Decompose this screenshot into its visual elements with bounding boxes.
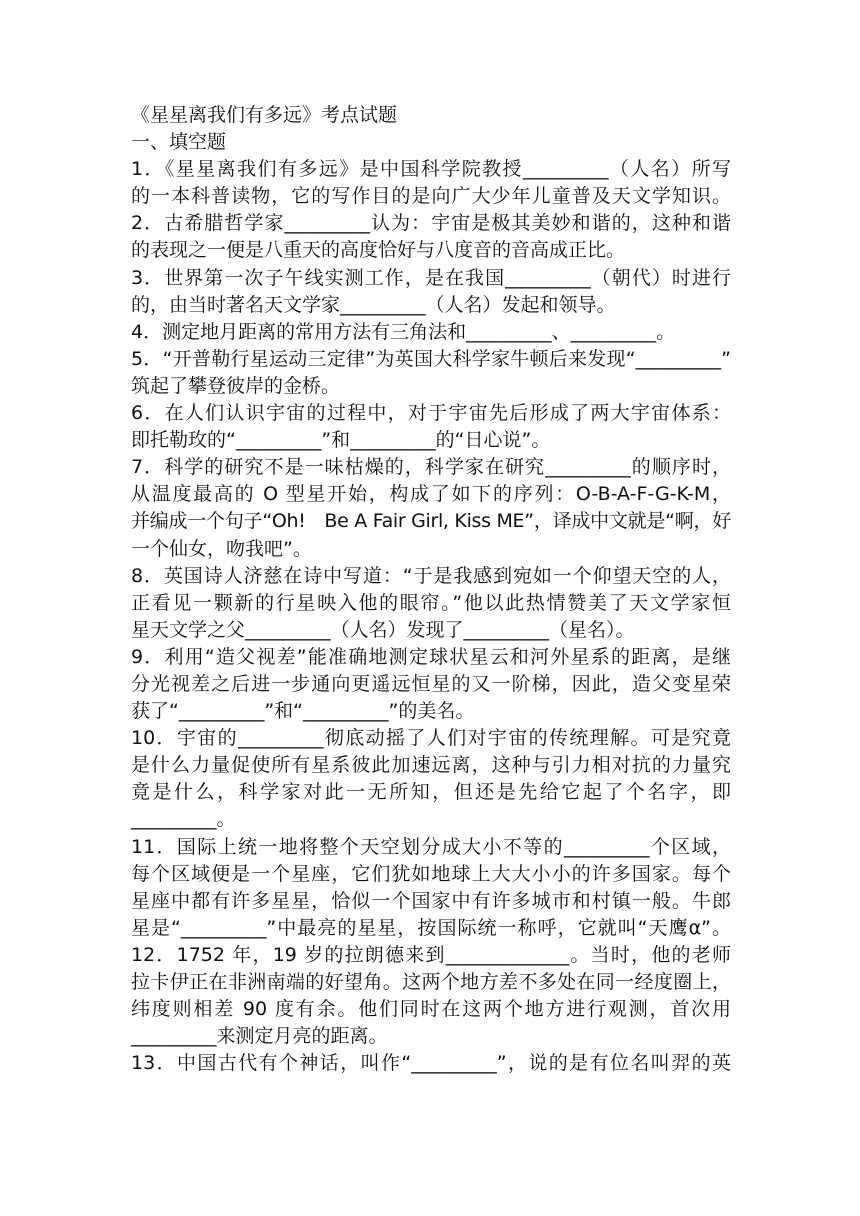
text-line: 并编成一个句子“Oh! Be A Fair Girl, Kiss ME”，译成中文就是“啊，好 <box>131 510 731 533</box>
text-line: 11．国际上统一地将整个天空划分成大小不等的_________个区域， <box>131 835 731 858</box>
text-line: 的表现之一便是八重天的高度恰好与八度音的音高成正比。 <box>131 239 626 262</box>
text-line: 8．英国诗人济慈在诗中写道：“于是我感到宛如一个仰望天空的人， <box>131 564 731 587</box>
text-line: 从温度最高的 O 型星开始，构成了如下的序列：O-B-A-F-G-K-M， <box>131 483 731 506</box>
text-line: 12．1752 年，19 岁的拉朗德来到_____________。当时，他的老师 <box>131 943 731 966</box>
text-line: 5．“开普勒行星运动三定律”为英国大科学家牛顿后来发现“_________” <box>131 347 731 370</box>
text-line: 的一本科普读物，它的写作目的是向广大少年儿童普及天文学知识。 <box>131 185 731 208</box>
text-line: 每个区域便是一个星座，它们犹如地球上大大小小的许多国家。每个 <box>131 862 731 885</box>
text-line: _________来测定月亮的距离。 <box>131 1025 388 1048</box>
document-page <box>131 102 731 1077</box>
text-line: 星座中都有许多星星，恰似一个国家中有许多城市和村镇一般。牛郎 <box>131 889 731 912</box>
text-line: 星天文学之父_________（人名）发现了_________（星名）。 <box>131 618 635 641</box>
text-line: 2．古希腊哲学家_________认为：宇宙是极其美妙和谐的，这种和谐 <box>131 212 731 235</box>
text-line: 3．世界第一次子午线实测工作，是在我国_________（朝代）时进行 <box>131 266 731 289</box>
text-line: 分光视差之后进一步通向更遥远恒星的又一阶梯，因此，造父变星荣 <box>131 672 731 695</box>
text-line: 的，由当时著名天文学家_________（人名）发起和领导。 <box>131 293 616 316</box>
text-line: 10．宇宙的_________彻底动摇了人们对宇宙的传统理解。可是究竟 <box>131 727 731 750</box>
text-line: 13．中国古代有个神话，叫作“_________”，说的是有位名叫羿的英 <box>131 1052 731 1075</box>
text-line: 1．《星星离我们有多远》是中国科学院教授_________（人名）所写 <box>131 158 731 181</box>
text-line: 拉卡伊正在非洲南端的好望角。这两个地方差不多处在同一经度圈上， <box>131 971 731 993</box>
text-line: 星是“_________”中最亮的星星，按国际统一称呼，它就叫“天鹰α”。 <box>131 916 731 939</box>
text-line: 竟是什么，科学家对此一无所知，但还是先给它起了个名字，即 <box>131 781 731 804</box>
text-line: _________。 <box>131 808 236 831</box>
text-line: 即托勒玫的“_________”和_________的“日心说”。 <box>131 429 551 452</box>
section-heading: 一、填空题 <box>131 131 227 154</box>
text-line: 4．测定地月距离的常用方法有三角法和_________、_________。 <box>131 320 676 343</box>
text-line: 获了“_________”和“_________”的美名。 <box>131 700 475 723</box>
text-line: 正看见一颗新的行星映入他的眼帘。”他以此热情赞美了天文学家恒 <box>131 591 731 614</box>
text-line: 6．在人们认识宇宙的过程中，对于宇宙先后形成了两大宇宙体系： <box>131 402 731 425</box>
text-line: 是什么力量促使所有星系彼此加速远离，这种与引力相对抗的力量究 <box>131 754 731 777</box>
text-line: 7．科学的研究不是一味枯燥的，科学家在研究_________的顺序时， <box>131 456 731 479</box>
document-title: 《星星离我们有多远》考点试题 <box>131 104 398 126</box>
text-line: 筑起了攀登彼岸的金桥。 <box>131 374 341 397</box>
text-line: 9．利用“造父视差”能准确地测定球状星云和河外星系的距离，是继 <box>131 645 731 668</box>
text-line: 纬度则相差 90 度有余。他们同时在这两个地方进行观测，首次用 <box>131 998 731 1021</box>
text-line: 一个仙女，吻我吧”。 <box>131 537 312 560</box>
